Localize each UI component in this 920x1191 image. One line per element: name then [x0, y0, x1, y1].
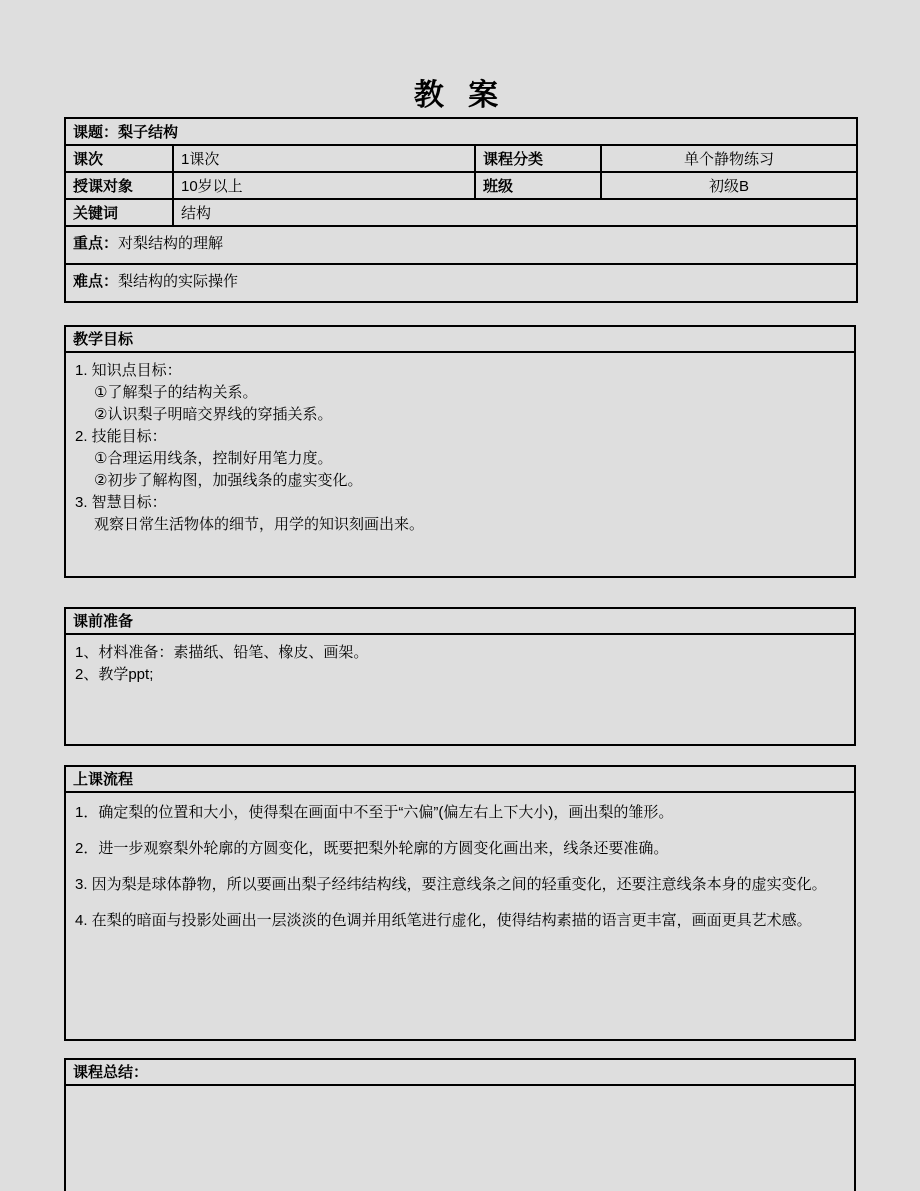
keyword-label: 关键词 — [65, 199, 173, 226]
objective-line: ①合理运用线条，控制好用笔力度。 — [94, 450, 333, 467]
document-title: 教 案 — [413, 79, 507, 112]
category-label: 课程分类 — [475, 145, 601, 172]
difficult-point-row — [65, 264, 857, 302]
course-summary-body — [66, 1086, 854, 1100]
topic-label: 课题： — [73, 124, 119, 141]
process-step: 2．进一步观察梨外轮廓的方圆变化，既要把梨外轮廓的方圆变化画出来，线条还要准确。 — [75, 840, 669, 857]
topic-value: 梨子结构 — [118, 124, 179, 141]
class-preparation-body — [66, 635, 854, 693]
section-class-process — [64, 765, 856, 1041]
table-row — [65, 172, 857, 199]
difficult-point-cell — [65, 264, 857, 302]
preparation-line: 1、材料准备：素描纸、铅笔、橡皮、画架。 — [75, 644, 369, 661]
category-value: 单个静物练习 — [601, 145, 857, 172]
teaching-objectives-header: 教学目标 — [66, 327, 854, 353]
section-teaching-objectives — [64, 325, 856, 578]
objective-line: ②初步了解构图，加强线条的虚实变化。 — [94, 472, 363, 489]
topic-row — [65, 118, 857, 145]
keyword-row — [65, 199, 857, 226]
section-class-preparation — [64, 607, 856, 746]
class-process-header: 上课流程 — [66, 767, 854, 793]
teaching-objectives-body — [66, 353, 854, 543]
audience-label: 授课对象 — [65, 172, 173, 199]
class-process-body — [66, 793, 854, 951]
section-course-summary — [64, 1058, 856, 1191]
class-value: 初级B — [601, 172, 857, 199]
key-point-row — [65, 226, 857, 264]
objective-line: 3. 智慧目标： — [75, 494, 167, 511]
topic-cell — [65, 118, 857, 145]
audience-value: 10岁以上 — [173, 172, 475, 199]
key-point-cell — [65, 226, 857, 264]
course-info-table — [64, 117, 858, 303]
key-point-label: 重点： — [73, 235, 119, 252]
objective-line: ②认识梨子明暗交界线的穿插关系。 — [94, 406, 333, 423]
process-step: 4. 在梨的暗面与投影处画出一层淡淡的色调并用纸笔进行虚化，使得结构素描的语言更丰富，画面更具艺术感。 — [75, 912, 812, 929]
lesson-count-value: 1课次 — [173, 145, 475, 172]
lesson-count-label: 课次 — [65, 145, 173, 172]
difficult-point-label: 难点： — [73, 273, 119, 290]
objective-line: ①了解梨子的结构关系。 — [94, 384, 258, 401]
objective-line: 1. 知识点目标： — [75, 362, 182, 379]
process-step: 1．确定梨的位置和大小，使得梨在画面中不至于“六偏”(偏左右上下大小)，画出梨的雏形。 — [75, 804, 674, 821]
objective-line: 2. 技能目标： — [75, 428, 167, 445]
class-preparation-header: 课前准备 — [66, 609, 854, 635]
objective-line: 观察日常生活物体的细节，用学的知识刻画出来。 — [94, 516, 425, 533]
preparation-line: 2、教学ppt; — [75, 666, 154, 683]
course-summary-header: 课程总结： — [66, 1060, 854, 1086]
keyword-value: 结构 — [173, 199, 857, 226]
class-label: 班级 — [475, 172, 601, 199]
difficult-point-value: 梨结构的实际操作 — [118, 273, 239, 290]
table-row — [65, 145, 857, 172]
key-point-value: 对梨结构的理解 — [118, 235, 224, 252]
process-step: 3. 因为梨是球体静物，所以要画出梨子经纬结构线，要注意线条之间的轻重变化，还要注意线条本身的虚实变化。 — [75, 876, 827, 893]
